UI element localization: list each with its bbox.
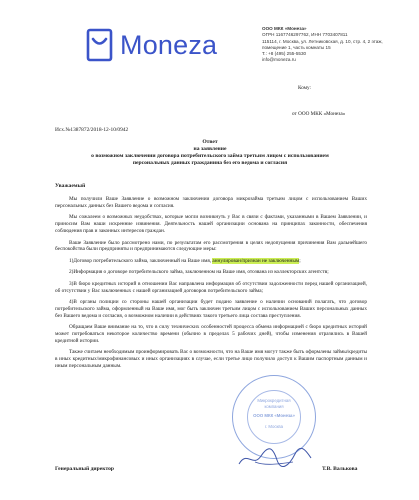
company-line: помещение 1, часть комнаты 15 bbox=[262, 44, 331, 50]
title-line: персональных данных гражданина без его ведома и согласия bbox=[132, 160, 288, 166]
recipient-from: от ООО МКК «Монеза» bbox=[292, 111, 346, 117]
document-title bbox=[40, 139, 380, 167]
company-details bbox=[262, 26, 402, 64]
company-line: ООО МКК «Монеза» bbox=[262, 26, 307, 31]
title-line: о возможном заключении договора потребительского займа третьим лицом с использованием bbox=[91, 153, 329, 159]
reference-number: Исх.№1387872/2018-12-10/0942 bbox=[55, 127, 129, 133]
paragraph: Мы сожалеем о возможных неудобствах, которые могли возникнуть у Вас в связи с фактами, указанными в Вашем Заявлении, и приносим Вам наши искренние извинения. Деятельность нашей организации основана на принципах законности, обеспечения соблюдения прав и законных интересов граждан. bbox=[55, 214, 367, 235]
moneza-logo-mark-icon bbox=[86, 28, 113, 62]
list-item: 4)В органы полиции со стороны нашей организации будет подано заявление о наличии оснований полагать, что договор потребительского займа, оформленный на Ваше имя, мог быть заключен третьим лицом с использованием Ваших персональных данных без Вашего ведома и согласия, о возможном наличии в действиях такого третьего лица состава преступления. bbox=[55, 298, 367, 319]
paragraph: Обращаем Ваше внимание на то, что в силу технических особенностей процесса обмена информацией с бюро кредитных историй может потребоваться некоторое количество времени (обычно в пределах 5 рабочих дней), чтобы изменения отразились в Вашей кредитной истории. bbox=[55, 324, 367, 344]
greeting: Уважаемый bbox=[55, 183, 86, 189]
paragraph: Ваше Заявление было рассмотрено нами, по результатам его рассмотрения в целях недопущения причинения Вам дальнейшего беспокойства были предприняты и предпринимаются следующие меры: bbox=[55, 239, 367, 253]
paragraph: Мы получили Ваше Заявление о возможном заключении договора микрозайма третьим лицом с использованием Ваших персональных данных без Вашего ведома и согласия. bbox=[55, 196, 367, 209]
highlighted-text: аннулирован/признан не заключенным bbox=[212, 257, 300, 264]
list-item-text: ; bbox=[299, 257, 301, 264]
stamp-text: г. Москва bbox=[264, 424, 284, 429]
list-item-text: 1)Договор потребительского займа, заключенный на Ваше имя, bbox=[69, 257, 213, 264]
stamp-text: компания bbox=[264, 404, 284, 409]
recipient-to: Кому: bbox=[298, 85, 311, 91]
signer-position: Генеральный директор bbox=[55, 466, 115, 472]
company-line: 115114, г. Москва, ул. Летниковская, д. 10, стр. 4, 2 этаж, bbox=[262, 38, 383, 44]
moneza-logo bbox=[86, 28, 236, 64]
title-line: Ответ bbox=[202, 139, 218, 145]
company-line: ОГРН 1167746297762, ИНН 7703407811 bbox=[262, 32, 348, 38]
company-line: Т.: +8 (495) 255-5530 bbox=[262, 51, 307, 57]
signature-icon bbox=[235, 444, 315, 472]
stamp-text: ООО МКК «Монеза» bbox=[253, 413, 295, 418]
company-line: info@moneza.ru bbox=[262, 57, 296, 63]
letter-body bbox=[55, 196, 367, 375]
stamp-text: Микрокредитная bbox=[257, 398, 291, 403]
paragraph: Также считаем необходимым проинформировать Вас о возможности, что на Ваше имя могут также быть оформлены займы/кредиты в иных кредитных/микрофинансовых и иных организациях в случае, если третье лицо получило доступ к Вашим паспортным данным и иным персональным данным. bbox=[55, 349, 367, 370]
list-item: 3)В бюро кредитных историй в отношении Вас направлена информация об отсутствии задолженности перед нашей организацией, об отсутствии у Вас заключенных с нашей организацией договоров потребительского займа; bbox=[55, 280, 367, 294]
title-line: на заявление bbox=[193, 146, 227, 152]
signer-name: Т.В. Валькова bbox=[322, 466, 358, 472]
list-item: 2)Информация о договоре потребительского займа, заключенном на Ваше имя, отозвана из коллекторских агентств; bbox=[69, 269, 329, 276]
list-item bbox=[55, 258, 367, 265]
logo-wordmark: Moneza bbox=[120, 30, 218, 60]
